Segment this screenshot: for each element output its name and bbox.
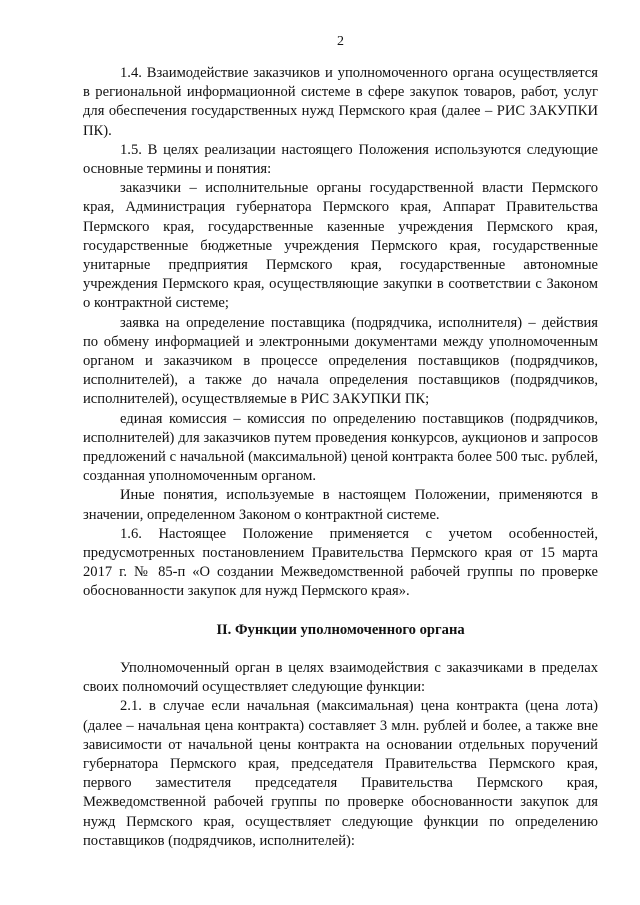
definition-application: заявка на определение поставщика (подрядчика, исполнителя) – действия по обмену информацией и электронными документами между уполномоченным органом и заказчиком в процессе определения поставщиков (подрядчиков, исполнителей), а также до начала определения поставщиков (подрядчиков, исполнителей), осуществляемые в РИС ЗАКУПКИ ПК;	[83, 314, 598, 408]
paragraph-1-6: 1.6. Настоящее Положение применяется с учетом особенностей, предусмотренных постановлением Правительства Пермского края от 15 марта 2017 г. № 85-п «О создании Межведомственной рабочей группы по проверке обоснованности закупок для нужд Пермского края».	[83, 525, 598, 600]
paragraph-2-1: 2.1. в случае если начальная (максимальная) цена контракта (цена лота) (далее – начальная цена контракта) составляет 3 млн. рублей и более, а также вне зависимости от начальной цены контракта на основании отдельных поручений губернатора Пермского края, председателя Правительства Пермского края, первого заместителя председателя Правительства Пермского края, Межведомственной рабочей группы по проверке обоснованности закупок для нужд Пермского края, осуществляет следующие функции по определению поставщиков (подрядчиков, исполнителей):	[83, 698, 598, 849]
section-heading: II. Функции уполномоченного органа	[216, 621, 465, 638]
paragraph-1-4: 1.4. Взаимодействие заказчиков и уполномоченного органа осуществляется в региональной информационной системе в сфере закупок товаров, работ, услуг для обеспечения государственных нужд Пермского края (далее – РИС ЗАКУПКИ ПК).	[83, 65, 598, 139]
definition-commission: единая комиссия – комиссия по определению поставщиков (подрядчиков, исполнителей) для заказчиков путем проведения конкурсов, аукционов и запросов предложений с начальной (максимальной) ценой контракта более 500 тыс. рублей, созданная уполномоченным органом.	[83, 410, 598, 485]
page-number: 2	[337, 34, 344, 49]
definition-customers: заказчики – исполнительные органы государственной власти Пермского края, Администрация губернатора Пермского края, Аппарат Правительства Пермского края, государственные казенные учреждения Пермского края, государственные бюджетные учреждения Пермского края, государственные унитарные предприятия Пермского края, государственные автономные учреждения Пермского края, осуществляющие закупки в соответствии с Законом о контрактной системе;	[83, 180, 598, 312]
paragraph-section-intro: Уполномоченный орган в целях взаимодействия с заказчиками в пределах своих полномочий осуществляет следующие функции:	[83, 659, 598, 696]
paragraph-1-5: 1.5. В целях реализации настоящего Положения используются следующие основные термины и понятия:	[83, 141, 598, 178]
paragraph-other-terms: Иные понятия, используемые в настоящем Положении, применяются в значении, определенном Законом о контрактной системе.	[83, 487, 598, 523]
document-body	[83, 64, 598, 851]
